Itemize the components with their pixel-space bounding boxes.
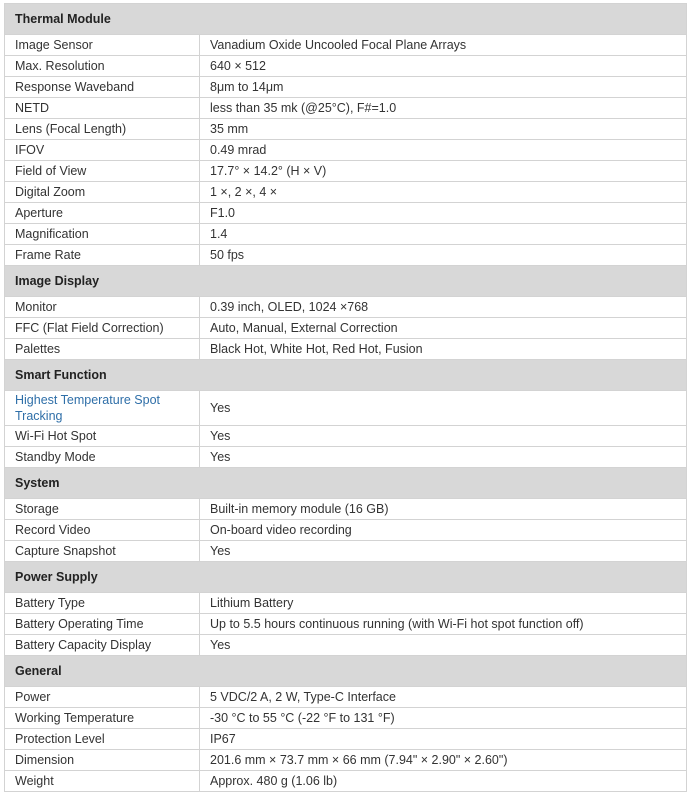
section-title: Image Display (5, 266, 687, 297)
spec-row (5, 182, 687, 203)
spec-value: Yes (200, 635, 687, 656)
spec-value: Yes (200, 391, 687, 426)
spec-value: IP67 (200, 729, 687, 750)
spec-row (5, 391, 687, 426)
spec-value: Vanadium Oxide Uncooled Focal Plane Arrays (200, 35, 687, 56)
section-header-row (5, 360, 687, 391)
spec-value: Up to 5.5 hours continuous running (with Wi-Fi hot spot function off) (200, 614, 687, 635)
spec-table (4, 3, 687, 792)
section-header-row (5, 468, 687, 499)
spec-label: Power (5, 687, 200, 708)
spec-value: On-board video recording (200, 520, 687, 541)
spec-row (5, 35, 687, 56)
spec-value: Yes (200, 447, 687, 468)
spec-row (5, 318, 687, 339)
spec-row (5, 426, 687, 447)
spec-label: Record Video (5, 520, 200, 541)
spec-label: FFC (Flat Field Correction) (5, 318, 200, 339)
section-title: System (5, 468, 687, 499)
spec-label: NETD (5, 98, 200, 119)
spec-value: Approx. 480 g (1.06 lb) (200, 771, 687, 792)
spec-label: Monitor (5, 297, 200, 318)
section-title: Power Supply (5, 562, 687, 593)
spec-value: Black Hot, White Hot, Red Hot, Fusion (200, 339, 687, 360)
spec-label-link[interactable]: Highest Temperature Spot Tracking (5, 391, 200, 426)
spec-value: Yes (200, 541, 687, 562)
spec-label: Aperture (5, 203, 200, 224)
spec-value: Yes (200, 426, 687, 447)
spec-label: Working Temperature (5, 708, 200, 729)
spec-row (5, 687, 687, 708)
spec-label: Lens (Focal Length) (5, 119, 200, 140)
spec-value: 640 × 512 (200, 56, 687, 77)
spec-label: Weight (5, 771, 200, 792)
spec-label: Response Waveband (5, 77, 200, 98)
spec-row (5, 77, 687, 98)
spec-value: 1.4 (200, 224, 687, 245)
section-title: Smart Function (5, 360, 687, 391)
spec-label: Battery Capacity Display (5, 635, 200, 656)
spec-label: Palettes (5, 339, 200, 360)
section-header-row (5, 656, 687, 687)
spec-value: Auto, Manual, External Correction (200, 318, 687, 339)
spec-label: Digital Zoom (5, 182, 200, 203)
section-header-row (5, 266, 687, 297)
spec-value: 35 mm (200, 119, 687, 140)
spec-label: Wi-Fi Hot Spot (5, 426, 200, 447)
spec-label: Battery Type (5, 593, 200, 614)
spec-label: Battery Operating Time (5, 614, 200, 635)
section-title: Thermal Module (5, 4, 687, 35)
spec-row (5, 708, 687, 729)
spec-label: IFOV (5, 140, 200, 161)
spec-value: 8μm to 14μm (200, 77, 687, 98)
spec-row (5, 161, 687, 182)
spec-row (5, 614, 687, 635)
spec-row (5, 771, 687, 792)
spec-value: 17.7° × 14.2° (H × V) (200, 161, 687, 182)
spec-value: 5 VDC/2 A, 2 W, Type-C Interface (200, 687, 687, 708)
spec-value: 201.6 mm × 73.7 mm × 66 mm (7.94" × 2.90" × 2.60") (200, 750, 687, 771)
spec-label: Protection Level (5, 729, 200, 750)
spec-row (5, 98, 687, 119)
spec-value: 0.49 mrad (200, 140, 687, 161)
spec-row (5, 750, 687, 771)
spec-label: Field of View (5, 161, 200, 182)
spec-row (5, 297, 687, 318)
spec-value: less than 35 mk (@25°C), F#=1.0 (200, 98, 687, 119)
spec-row (5, 140, 687, 161)
spec-row (5, 224, 687, 245)
spec-label: Image Sensor (5, 35, 200, 56)
spec-value: 1 ×, 2 ×, 4 × (200, 182, 687, 203)
spec-label: Capture Snapshot (5, 541, 200, 562)
spec-row (5, 729, 687, 750)
spec-row (5, 245, 687, 266)
spec-label: Storage (5, 499, 200, 520)
spec-row (5, 593, 687, 614)
spec-value: Built-in memory module (16 GB) (200, 499, 687, 520)
spec-value: -30 °C to 55 °C (-22 °F to 131 °F) (200, 708, 687, 729)
spec-row (5, 119, 687, 140)
spec-value: 50 fps (200, 245, 687, 266)
section-header-row (5, 4, 687, 35)
spec-row (5, 635, 687, 656)
spec-row (5, 203, 687, 224)
spec-label: Magnification (5, 224, 200, 245)
spec-value: 0.39 inch, OLED, 1024 ×768 (200, 297, 687, 318)
spec-label: Max. Resolution (5, 56, 200, 77)
section-header-row (5, 562, 687, 593)
spec-row (5, 541, 687, 562)
spec-value: Lithium Battery (200, 593, 687, 614)
section-title: General (5, 656, 687, 687)
spec-row (5, 339, 687, 360)
spec-row (5, 447, 687, 468)
spec-value: F1.0 (200, 203, 687, 224)
spec-row (5, 56, 687, 77)
spec-label: Frame Rate (5, 245, 200, 266)
spec-label: Dimension (5, 750, 200, 771)
spec-label: Standby Mode (5, 447, 200, 468)
spec-row (5, 499, 687, 520)
spec-row (5, 520, 687, 541)
